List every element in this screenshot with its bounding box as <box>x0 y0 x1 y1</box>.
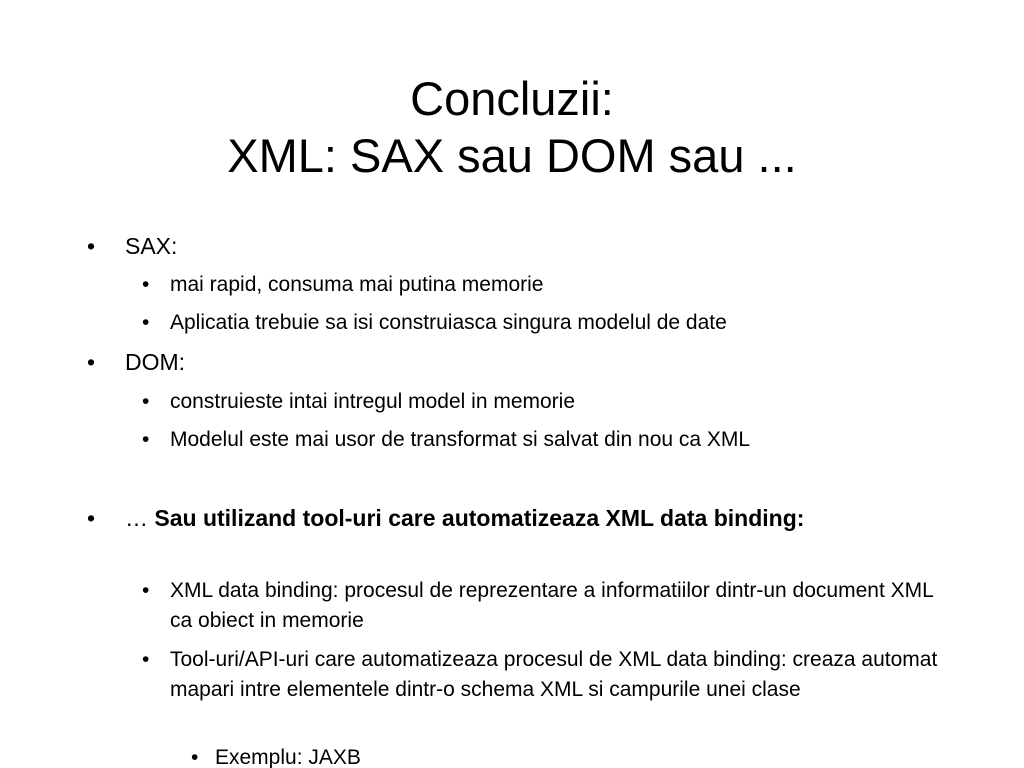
bullet-binding-sub-1 <box>142 576 950 636</box>
slide-title <box>0 70 1024 184</box>
bullet-dom-sub-2-text: Modelul este mai usor de transformat si salvat din nou ca XML <box>170 428 751 451</box>
bullet-marker: • <box>87 505 96 531</box>
bullet-sax <box>87 230 885 262</box>
bullet-binding-sub-2 <box>142 645 950 705</box>
bullet-binding <box>87 502 865 534</box>
bullet-marker: • <box>87 233 96 259</box>
bullet-dom-label: DOM: <box>125 349 186 375</box>
bullet-dom-sub-2 <box>142 425 970 455</box>
bullet-sax-sub-1 <box>142 270 970 300</box>
bullet-dom <box>87 346 885 378</box>
bullet-binding-sub-1-text: XML data binding: procesul de reprezentare a informatiilor dintr-un document XML ca obiect in memorie <box>170 579 934 632</box>
bullet-binding-sub-2-text: Tool-uri/API-uri care automatizeaza procesul de XML data binding: creaza automat mapari intre elementele dintr-o schema XML si campurile unei clase <box>170 648 938 701</box>
bullet-sax-sub-2 <box>142 308 970 338</box>
bullet-dom-sub-1-text: construieste intai intregul model in memorie <box>170 390 576 413</box>
title-line-1: Concluzii: <box>410 72 614 125</box>
bullet-binding-example-text: Exemplu: JAXB <box>215 746 361 768</box>
bullet-marker: • <box>87 349 96 375</box>
bullet-marker: • <box>142 648 150 671</box>
bullet-marker: • <box>142 273 150 296</box>
bullet-binding-label: Sau utilizand tool-uri care automatizeaza XML data binding: <box>154 505 805 531</box>
bullet-dom-sub-1 <box>142 387 970 417</box>
bullet-binding-example <box>191 743 975 768</box>
bullet-sax-sub-1-text: mai rapid, consuma mai putina memorie <box>170 273 544 296</box>
bullet-marker: • <box>142 428 150 451</box>
title-line-2: XML: SAX sau DOM sau ... <box>227 129 797 182</box>
bullet-marker: • <box>142 390 150 413</box>
bullet-marker: • <box>191 746 199 768</box>
bullet-marker: • <box>142 311 150 334</box>
bullet-sax-sub-2-text: Aplicatia trebuie sa isi construiasca singura modelul de date <box>170 311 727 334</box>
bullet-binding-prefix: … <box>125 505 155 531</box>
bullet-sax-label: SAX: <box>125 233 178 259</box>
bullet-marker: • <box>142 579 150 602</box>
